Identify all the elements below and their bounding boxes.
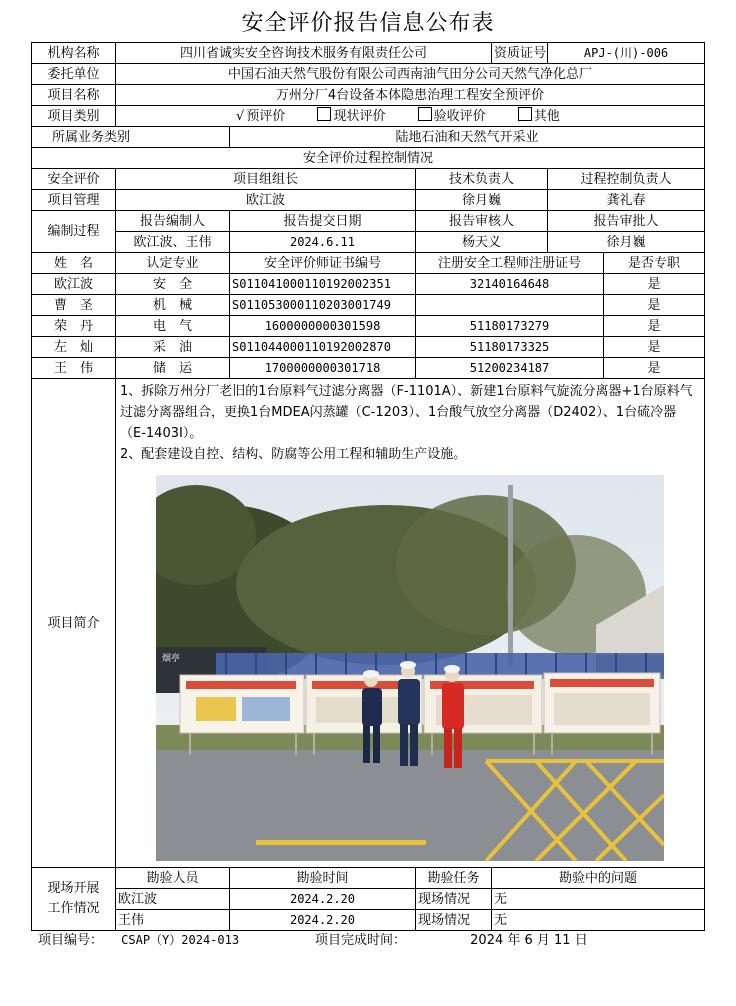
business-row bbox=[32, 127, 705, 148]
compile-header-approver: 报告审批人 bbox=[548, 211, 705, 232]
management-header-leader: 项目组组长 bbox=[116, 169, 416, 190]
staff-name: 欧江波 bbox=[32, 274, 116, 295]
management-header-control: 过程控制负责人 bbox=[548, 169, 705, 190]
staff-reg bbox=[416, 295, 604, 316]
intro-row bbox=[32, 379, 705, 868]
staff-major: 安 全 bbox=[116, 274, 230, 295]
compile-header-date: 报告提交日期 bbox=[230, 211, 416, 232]
site-header-person: 勘验人员 bbox=[116, 868, 230, 889]
type-option-acceptance bbox=[418, 109, 490, 124]
process-section-row bbox=[32, 148, 705, 169]
staff-row bbox=[32, 295, 705, 316]
staff-header-cert: 安全评价师证书编号 bbox=[230, 253, 416, 274]
compile-header-row bbox=[32, 211, 705, 232]
type-option-label: 验收评价 bbox=[433, 108, 486, 124]
org-value: 四川省诚实安全咨询技术服务有限责任公司 bbox=[116, 43, 492, 64]
project-type-row bbox=[32, 106, 705, 127]
staff-cert: S011041000110192002351 bbox=[230, 274, 416, 295]
type-option-label: 预评价 bbox=[246, 108, 286, 124]
footer-number bbox=[38, 929, 239, 948]
type-option-pre bbox=[236, 109, 289, 124]
page-title: 安全评价报告信息公布表 bbox=[241, 11, 495, 36]
staff-major: 电 气 bbox=[116, 316, 230, 337]
management-header-tech: 技术负责人 bbox=[416, 169, 548, 190]
staff-header-reg: 注册安全工程师注册证号 bbox=[416, 253, 604, 274]
staff-cert: 1700000000301718 bbox=[230, 358, 416, 379]
intro-paragraph-1: 1、拆除万州分厂老旧的1台原料气过滤分离器（F-1101A）、新建1台原料气旋流分离器+1台原料气过滤分离器组合，更换1台MDEA闪蒸罐（C-1203）、1台酸气放空分离器（D2402）、1台硫冷器（E-1403Ⅰ）。 bbox=[120, 384, 693, 441]
footer-number-label: 项目编号： bbox=[38, 933, 104, 948]
staff-name: 荣 丹 bbox=[32, 316, 116, 337]
site-row bbox=[32, 889, 705, 910]
staff-row bbox=[32, 337, 705, 358]
checkbox-icon bbox=[418, 107, 432, 121]
intro-content bbox=[116, 379, 705, 868]
staff-fulltime: 是 bbox=[604, 337, 705, 358]
staff-row bbox=[32, 316, 705, 337]
site-label-line-1: 现场开展 bbox=[47, 881, 100, 896]
site-photo bbox=[156, 475, 664, 861]
staff-major: 储 运 bbox=[116, 358, 230, 379]
staff-row bbox=[32, 358, 705, 379]
site-task: 现场情况 bbox=[416, 889, 492, 910]
intro-label: 项目简介 bbox=[32, 379, 116, 868]
staff-cert: 1600000000301598 bbox=[230, 316, 416, 337]
checkbox-icon bbox=[518, 107, 532, 121]
staff-reg: 51180173325 bbox=[416, 337, 604, 358]
staff-header-fulltime: 是否专职 bbox=[604, 253, 705, 274]
cert-value: APJ-(川)-006 bbox=[548, 43, 705, 64]
management-value-row bbox=[32, 190, 705, 211]
staff-reg: 51200234187 bbox=[416, 358, 604, 379]
org-label: 机构名称 bbox=[32, 43, 116, 64]
client-value: 中国石油天然气股份有限公司西南油气田分公司天然气净化总厂 bbox=[116, 64, 705, 85]
compile-author: 欧江波、王伟 bbox=[116, 232, 230, 253]
staff-name: 王 伟 bbox=[32, 358, 116, 379]
footer-number-value: CSAP（Y）2024-013 bbox=[121, 933, 240, 947]
site-time: 2024.2.20 bbox=[230, 910, 416, 931]
type-option-current bbox=[317, 109, 389, 124]
compile-date: 2024.6.11 bbox=[230, 232, 416, 253]
site-issue: 无 bbox=[492, 889, 705, 910]
management-leader: 欧江波 bbox=[116, 190, 416, 211]
photo-sign-text: 烟亭 bbox=[162, 654, 181, 664]
checkbox-icon bbox=[317, 107, 331, 121]
site-header-issue: 勘验中的问题 bbox=[492, 868, 705, 889]
staff-fulltime: 是 bbox=[604, 295, 705, 316]
staff-major: 机 械 bbox=[116, 295, 230, 316]
business-value: 陆地石油和天然气开采业 bbox=[230, 127, 705, 148]
site-label bbox=[32, 868, 116, 931]
staff-fulltime: 是 bbox=[604, 274, 705, 295]
org-row bbox=[32, 43, 705, 64]
site-row bbox=[32, 910, 705, 931]
project-name-row bbox=[32, 85, 705, 106]
intro-paragraph-2: 2、配套建设自控、结构、防腐等公用工程和辅助生产设施。 bbox=[120, 447, 467, 462]
project-type-label: 项目类别 bbox=[32, 106, 116, 127]
staff-name: 曹 圣 bbox=[32, 295, 116, 316]
staff-row bbox=[32, 274, 705, 295]
project-name-value: 万州分厂4台设备本体隐患治理工程安全预评价 bbox=[116, 85, 705, 106]
management-control: 龚礼春 bbox=[548, 190, 705, 211]
project-type-options bbox=[116, 106, 705, 127]
footer-finish-value: 2024 年 6 月 11 日 bbox=[470, 933, 588, 948]
site-label-line-2: 工作情况 bbox=[47, 901, 100, 916]
compile-approver: 徐月巍 bbox=[548, 232, 705, 253]
client-row bbox=[32, 64, 705, 85]
management-tech: 徐月巍 bbox=[416, 190, 548, 211]
management-header-row bbox=[32, 169, 705, 190]
staff-reg: 51180173279 bbox=[416, 316, 604, 337]
staff-cert: S011044000110192002870 bbox=[230, 337, 416, 358]
site-header-time: 勘验时间 bbox=[230, 868, 416, 889]
staff-major: 采 油 bbox=[116, 337, 230, 358]
type-option-label: 其他 bbox=[533, 108, 560, 124]
type-option-label: 现状评价 bbox=[333, 108, 386, 124]
staff-header-row bbox=[32, 253, 705, 274]
compile-header-author: 报告编制人 bbox=[116, 211, 230, 232]
management-label-2: 项目管理 bbox=[32, 190, 116, 211]
staff-fulltime: 是 bbox=[604, 316, 705, 337]
site-issue: 无 bbox=[492, 910, 705, 931]
site-person: 欧江波 bbox=[116, 889, 230, 910]
staff-header-major: 认定专业 bbox=[116, 253, 230, 274]
site-person: 王伟 bbox=[116, 910, 230, 931]
type-option-other bbox=[518, 109, 560, 124]
compile-header-reviewer: 报告审核人 bbox=[416, 211, 548, 232]
staff-reg: 32140164648 bbox=[416, 274, 604, 295]
staff-header-name: 姓 名 bbox=[32, 253, 116, 274]
check-icon: √ bbox=[236, 108, 245, 124]
business-label: 所属业务类别 bbox=[32, 127, 230, 148]
site-header-task: 勘验任务 bbox=[416, 868, 492, 889]
site-time: 2024.2.20 bbox=[230, 889, 416, 910]
project-name-label: 项目名称 bbox=[32, 85, 116, 106]
footer-finish bbox=[315, 929, 588, 948]
staff-name: 左 灿 bbox=[32, 337, 116, 358]
cert-label: 资质证号 bbox=[492, 43, 548, 64]
compile-reviewer: 杨天义 bbox=[416, 232, 548, 253]
site-header-row bbox=[32, 868, 705, 889]
footer-finish-label: 项目完成时间： bbox=[315, 933, 407, 948]
info-table bbox=[31, 42, 705, 931]
compile-value-row bbox=[32, 232, 705, 253]
staff-cert: S011053000110203001749 bbox=[230, 295, 416, 316]
client-label: 委托单位 bbox=[32, 64, 116, 85]
site-task: 现场情况 bbox=[416, 910, 492, 931]
process-section-title: 安全评价过程控制情况 bbox=[32, 148, 705, 169]
management-label-1: 安全评价 bbox=[32, 169, 116, 190]
staff-fulltime: 是 bbox=[604, 358, 705, 379]
compile-label: 编制过程 bbox=[32, 211, 116, 253]
